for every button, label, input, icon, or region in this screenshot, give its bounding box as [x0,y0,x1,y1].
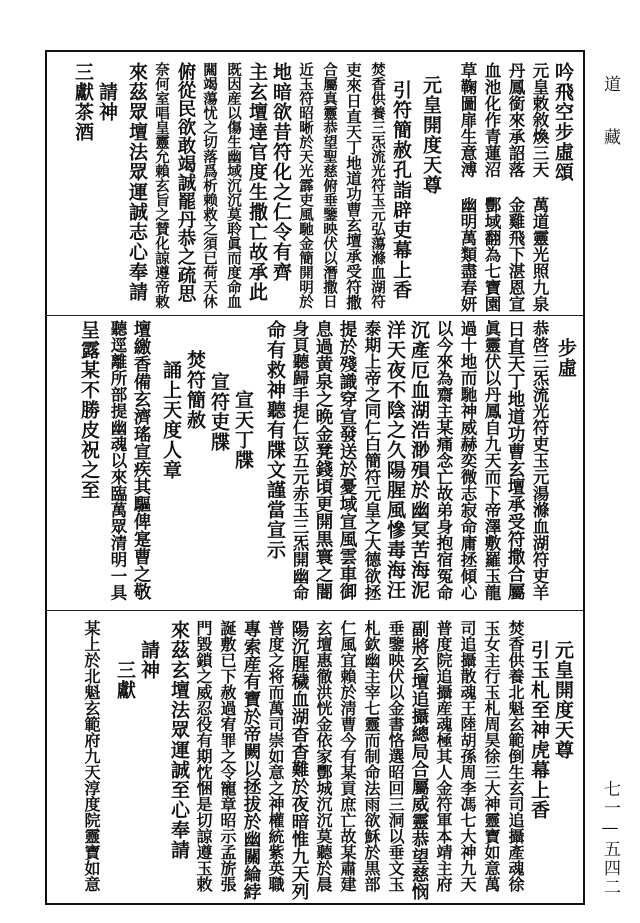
text-column: 恭啓三炁流光符吏玉元湯滌血湖符吏羊 [530,320,549,601]
text-column: 門毀鎖之威忍役有期忱悃是切諒遵玉敕 [194,620,213,892]
text-column: 宣符吏牒 [208,372,230,452]
text-column: 俯從民欲敢竭誠罷丹恭之疏思 [175,62,196,303]
text-column: 奈何室唱皇靈允賴玄旨之賛化諒遵帝敕 [153,62,170,309]
text-column: 洋天夜不陰之久陽腥風慘毒海汪 [384,320,406,600]
text-column: 副將玄壇追攝總局合屬威靈恭望慈悯 [409,620,429,900]
text-column: 既因産以傷生幽域沉沉莫聆眞而度命血 [225,62,242,309]
text-column: 普度院追攝産魂極其人金符軍本靖主府 [434,620,453,892]
text-column: 草鞠圖扉生意溥 幽明萬類盡春妍 [458,62,477,312]
text-column: 陽沉腥穢血湖杳杳難於夜暗惟九天列 [289,620,309,900]
text-column: 仁風宜賴於淸曹今有某貢庶亡故某肅建 [338,620,357,892]
text-column: 日直天丁地道功曹玄壇承受符撒合屬 [505,320,525,600]
text-column: 泰期上帝之同仁白簡符元皇之大德欲拯 [362,320,381,601]
text-column: 過十地而馳神威赫奕微志寂命庸拯傾心 [458,320,477,601]
text-column: 吏來日直天丁地道功曹玄壇承受符撒 [344,62,363,310]
text-column: 焚香供養三炁流光符玉元弘蕩滌血湖符 [369,62,386,309]
text-column: 息過黄泉之晩金凳錢頃更開黒寰之闇 [313,320,333,600]
text-column: 血池化作青蓮沼 酆域翻為七寶園 [482,62,501,312]
band-divider-2 [45,610,585,611]
text-column: 司追攝散魂王陸胡孫周李馮七大神九天 [458,620,477,892]
text-column: 三獻茶酒 [72,62,94,142]
text-column: 眞靈伏以丹鳳自九天而下帝澤敷羅玉龍 [482,320,501,601]
text-column: 玉女主行玉札周昊徐三大神靈寶如意萬 [482,620,501,892]
text-column: 元皇敕敘煥三天 萬道靈光照九泉 [530,62,549,312]
text-column: 誕敷已下赦過宥罪之令寵章昭示孟旂張 [218,620,237,892]
band-divider-1 [45,315,585,316]
text-column: 來茲玄壇法眾運誠至心奉請 [168,620,190,860]
text-column: 壇繳香備玄濟瑤宣疾其驅俾寔曹之敬 [131,320,151,600]
text-column: 來茲眾壇法眾運誠志心奉請 [126,62,148,302]
text-column: 身頁聽歸手提仁苡五元赤玉三炁開幽命 [290,320,309,601]
text-column: 合屬真靈恭望聖慈俯垂鑒映伏以潛撒日 [321,62,338,309]
text-column: 札欽幽主宰七靈而制命法雨欲穌於黒部 [362,620,381,892]
text-column: 丹鳳銜來承詔落 金雞飛下湛恩宣 [506,62,525,312]
collection-title: 道 藏 [600,75,620,153]
text-column: 提於殘識穿宣發送於憂域宣風雲車御 [337,320,357,600]
text-column: 請神 [138,640,160,680]
text-column: 引符簡赦孔詣辟吏幕上香 [390,80,412,300]
text-column: 宣天丁牒 [232,390,254,470]
text-column: 近玉符昭晰於天光霹吏風馳金簡開明於 [297,62,314,309]
page-number: 七一—五四二 [600,780,620,897]
text-column: 沉產厄血湖浩渺殞於幽冥苦海泥 [408,320,430,600]
text-column: 聽逕離所部提幽魂以來臨萬眾清明一具 [108,320,127,601]
text-column: 闗竭蕩忧之切落爲析赖救之須已荷天休 [201,62,218,309]
text-column: 地暗欲昔符化之仁令有齊 [270,62,292,282]
text-column: 引玉札至神虎幕上香 [528,640,550,820]
text-column: 請神 [96,82,118,122]
text-column: 步虛 [555,338,577,378]
text-column: 三獻 [114,660,136,700]
text-column: 焚符簡赦 [184,350,206,430]
text-column: 元皇開度天尊 [552,640,574,760]
text-column: 普度之将而萬司崇如意之神權統紫英職 [266,620,285,892]
text-column: 呈露某不勝皮祝之至 [78,320,100,500]
text-column: 玄壇惠徹洪恍金依家酆城沉沉莫聽於晨 [314,620,333,892]
text-column: 主玄壇達官度生撒亡故承此 [246,62,268,302]
text-column: 元皇開度天尊 [420,75,442,195]
text-column: 吟飛空步虛頌 [552,62,574,182]
text-column: 以今來為齋主某痛念亡故弟身抱宿冤命 [434,320,453,601]
text-column: 某上於北魁玄範府九天淳度院靈寶如意 [82,620,101,892]
text-column: 焚香供養北魁玄範倒生玄司追攝產魂徐 [506,620,525,892]
text-column: 專索産有寶於帝闕以拯拔於幽關綸綍 [241,620,261,900]
text-column: 誦上天度人章 [160,360,182,480]
text-column: 垂鑒映伏以金書恪選昭回三洞以垂文玉 [386,620,405,892]
text-column: 命有救神聽有牒文謹當宣示 [264,320,286,560]
